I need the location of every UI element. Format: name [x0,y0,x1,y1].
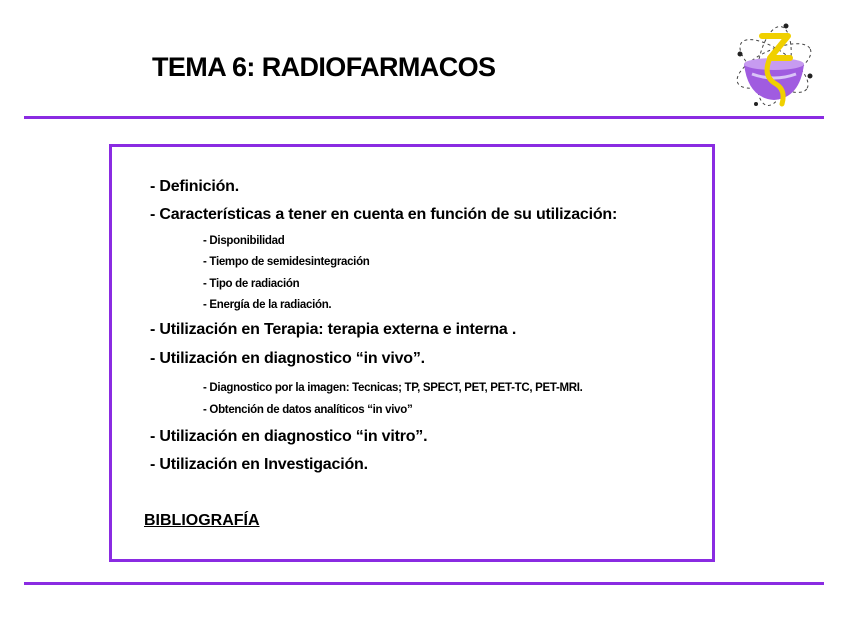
bullet-diagnostico-in-vivo: - Utilización en diagnostico “in vivo”. [150,350,425,367]
top-divider [24,116,824,119]
atom-chemistry-logo-icon [726,18,822,108]
bullet-terapia: - Utilización en Terapia: terapia externa e interna . [150,321,517,338]
slide-title: TEMA 6: RADIOFARMACOS [152,52,496,82]
sub-bullet-imagen: - Diagnostico por la imagen: Tecnicas; TP, SPECT, PET, PET-TC, PET-MRI. [203,382,583,394]
sub-bullet-tiempo: - Tiempo de semidesintegración [203,256,370,268]
bullet-definicion: - Definición. [150,178,239,195]
sub-bullet-energia: - Energía de la radiación. [203,299,332,311]
sub-bullet-disponibilidad: - Disponibilidad [203,235,285,247]
bottom-divider [24,582,824,585]
bibliography-link[interactable]: BIBLIOGRAFÍA [144,512,260,529]
bullet-caracteristicas: - Características a tener en cuenta en función de su utilización: [150,206,618,223]
sub-bullet-datos-analiticos: - Obtención de datos analíticos “in vivo” [203,404,413,416]
sub-bullet-tipo: - Tipo de radiación [203,278,300,290]
bullet-diagnostico-in-vitro: - Utilización en diagnostico “in vitro”. [150,428,428,445]
bullet-investigacion: - Utilización en Investigación. [150,456,368,473]
